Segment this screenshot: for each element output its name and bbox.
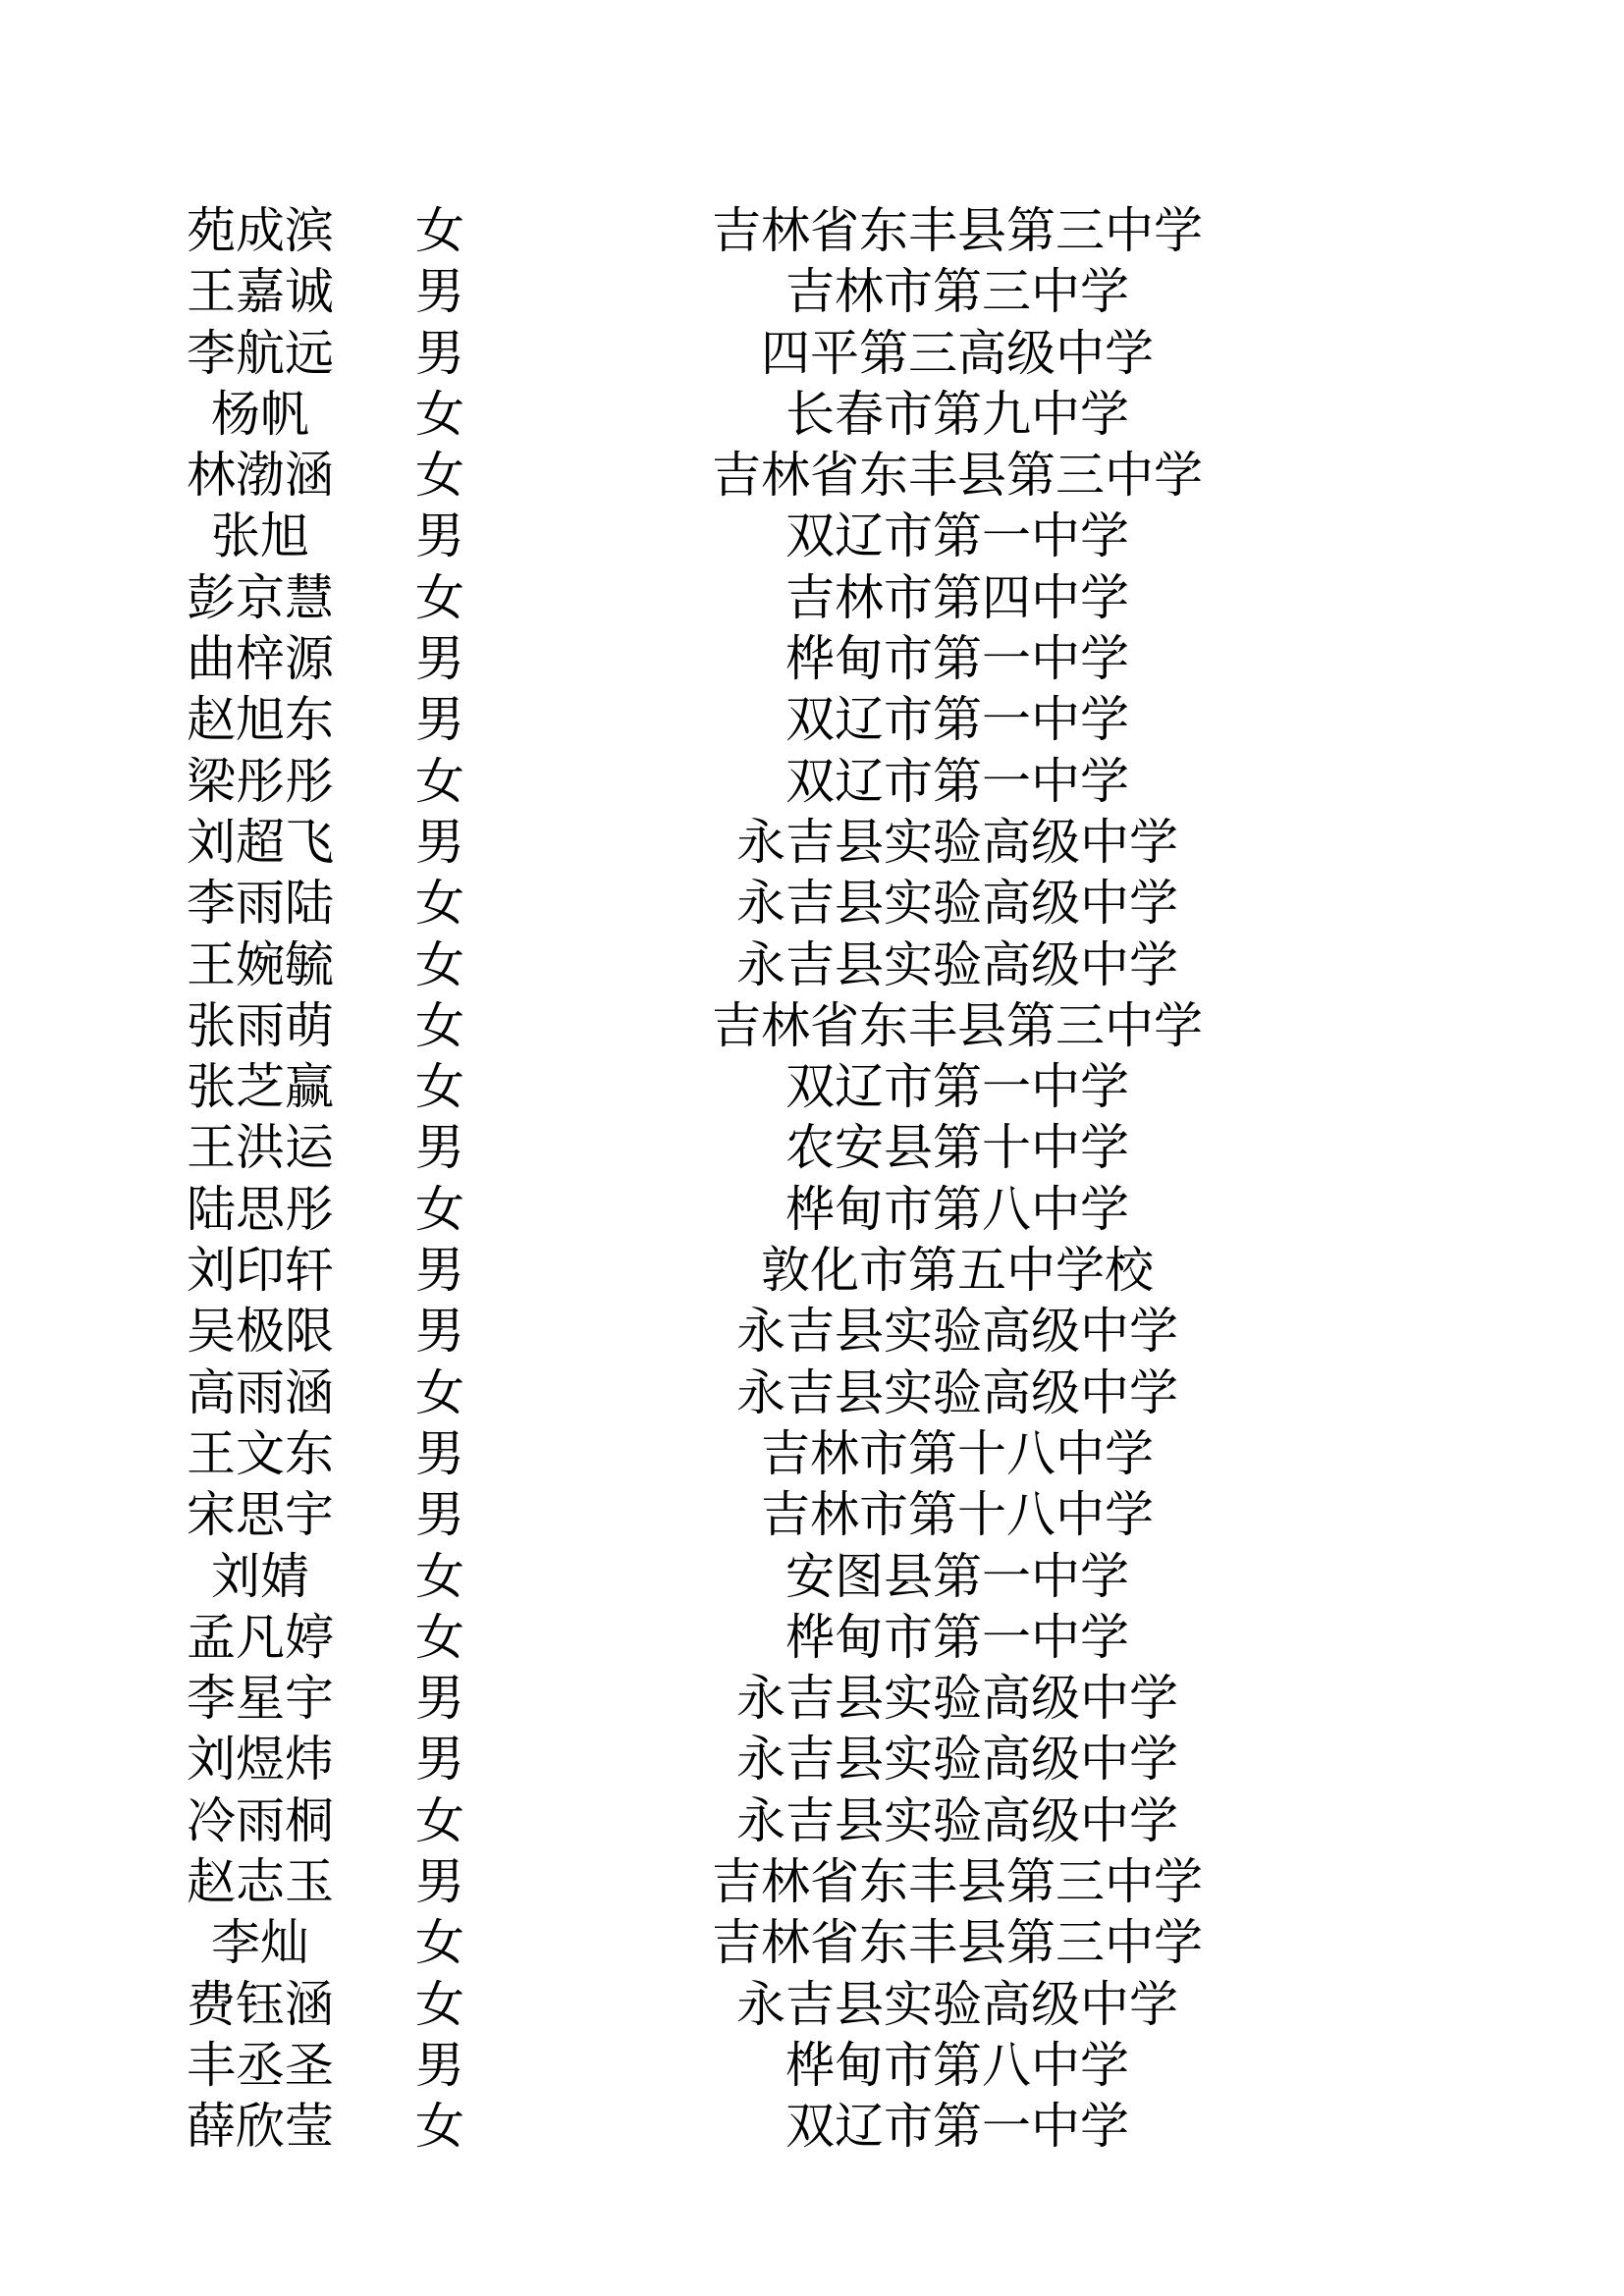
student-school: 吉林市第三中学: [785, 264, 1129, 320]
student-name: 王文东: [187, 1425, 334, 1481]
student-school: 双辽市第一中学: [785, 2099, 1129, 2155]
student-name: 陆思彤: [187, 1181, 334, 1237]
student-name: 曲梓源: [187, 631, 334, 687]
table-row: [0, 1484, 1624, 1545]
table-row: [0, 567, 1624, 628]
student-gender: 女: [415, 1548, 464, 1604]
student-name: 冷雨桐: [187, 1792, 334, 1848]
student-name: 李灿: [211, 1915, 309, 1971]
student-school: 吉林省东丰县第三中学: [712, 1854, 1203, 1910]
student-gender: 男: [415, 1671, 464, 1727]
student-name: 林渤涵: [187, 448, 334, 504]
student-gender: 女: [415, 1792, 464, 1848]
student-name: 刘婧: [211, 1548, 309, 1604]
student-name: 李雨陆: [187, 876, 334, 932]
student-name: 张旭: [211, 508, 309, 564]
student-gender: 男: [415, 1425, 464, 1481]
student-name: 王洪运: [187, 1120, 334, 1176]
student-gender: 男: [415, 1732, 464, 1788]
student-name: 刘超飞: [187, 814, 334, 870]
student-gender: 女: [415, 876, 464, 932]
table-row: [0, 384, 1624, 445]
student-school: 吉林市第十八中学: [761, 1487, 1154, 1543]
table-row: [0, 1301, 1624, 1362]
student-school: 吉林省东丰县第三中学: [712, 448, 1203, 504]
student-school: 农安县第十中学: [785, 1120, 1129, 1176]
table-row: [0, 1546, 1624, 1607]
student-name: 梁彤彤: [187, 753, 334, 809]
student-school: 吉林省东丰县第三中学: [712, 997, 1203, 1053]
student-school: 永吉县实验高级中学: [736, 876, 1178, 932]
table-row: [0, 1240, 1624, 1301]
student-school: 长春市第九中学: [785, 386, 1129, 442]
table-row: [0, 1117, 1624, 1178]
student-name: 李航远: [187, 325, 334, 381]
student-gender: 男: [415, 2037, 464, 2093]
student-gender: 女: [415, 1364, 464, 1420]
student-name: 赵旭东: [187, 692, 334, 748]
table-row: [0, 1607, 1624, 1668]
student-school: 永吉县实验高级中学: [736, 1304, 1178, 1360]
table-row: [0, 1179, 1624, 1240]
table-row: [0, 812, 1624, 873]
student-gender: 男: [415, 1854, 464, 1910]
student-name: 薛欣莹: [187, 2099, 334, 2155]
student-gender: 男: [415, 1487, 464, 1543]
student-name: 费钰涵: [187, 1976, 334, 2032]
student-school: 吉林市第十八中学: [761, 1425, 1154, 1481]
student-school: 桦甸市第一中学: [785, 1609, 1129, 1665]
student-gender: 女: [415, 1059, 464, 1115]
student-name: 宋思宇: [187, 1487, 334, 1543]
student-gender: 男: [415, 631, 464, 687]
student-gender: 男: [415, 692, 464, 748]
student-name: 李星宇: [187, 1671, 334, 1727]
table-row: [0, 2035, 1624, 2096]
student-school: 安图县第一中学: [785, 1548, 1129, 1604]
student-school: 永吉县实验高级中学: [736, 1976, 1178, 2032]
student-school: 永吉县实验高级中学: [736, 1792, 1178, 1848]
student-gender: 男: [415, 508, 464, 564]
student-name: 孟凡婷: [187, 1609, 334, 1665]
student-name: 苑成滨: [187, 203, 334, 258]
student-gender: 女: [415, 569, 464, 625]
student-school: 吉林省东丰县第三中学: [712, 203, 1203, 258]
student-school: 永吉县实验高级中学: [736, 1671, 1178, 1727]
student-school: 桦甸市第一中学: [785, 631, 1129, 687]
table-row: [0, 689, 1624, 750]
table-row: [0, 1668, 1624, 1729]
student-school: 双辽市第一中学: [785, 508, 1129, 564]
table-row: [0, 506, 1624, 566]
student-name: 张雨萌: [187, 997, 334, 1053]
student-gender: 男: [415, 325, 464, 381]
student-name: 王婉毓: [187, 936, 334, 992]
table-row: [0, 323, 1624, 384]
table-row: [0, 628, 1624, 689]
student-name: 吴极限: [187, 1304, 334, 1360]
student-school: 双辽市第一中学: [785, 692, 1129, 748]
student-name: 张芝赢: [187, 1059, 334, 1115]
student-gender: 女: [415, 753, 464, 809]
student-school: 桦甸市第八中学: [785, 2037, 1129, 2093]
student-school: 敦化市第五中学校: [761, 1243, 1154, 1299]
student-gender: 女: [415, 936, 464, 992]
table-row: [0, 995, 1624, 1056]
student-gender: 女: [415, 997, 464, 1053]
student-gender: 女: [415, 386, 464, 442]
student-gender: 女: [415, 1976, 464, 2032]
table-row: [0, 2096, 1624, 2157]
student-school: 永吉县实验高级中学: [736, 814, 1178, 870]
student-gender: 女: [415, 1915, 464, 1971]
table-row: [0, 200, 1624, 261]
student-school: 四平第三高级中学: [761, 325, 1154, 381]
table-row: [0, 1912, 1624, 1973]
student-gender: 女: [415, 203, 464, 258]
student-list: [0, 200, 1624, 2158]
student-school: 双辽市第一中学: [785, 1059, 1129, 1115]
student-gender: 女: [415, 1609, 464, 1665]
student-name: 高雨涵: [187, 1364, 334, 1420]
student-gender: 男: [415, 814, 464, 870]
table-row: [0, 1974, 1624, 2035]
student-gender: 女: [415, 448, 464, 504]
student-school: 永吉县实验高级中学: [736, 936, 1178, 992]
table-row: [0, 873, 1624, 934]
table-row: [0, 1851, 1624, 1912]
student-gender: 男: [415, 1243, 464, 1299]
table-row: [0, 1056, 1624, 1117]
student-gender: 女: [415, 1181, 464, 1237]
table-row: [0, 1423, 1624, 1484]
table-row: [0, 934, 1624, 995]
table-row: [0, 445, 1624, 506]
student-school: 桦甸市第八中学: [785, 1181, 1129, 1237]
student-name: 刘印轩: [187, 1243, 334, 1299]
student-name: 杨帆: [211, 386, 309, 442]
student-school: 吉林省东丰县第三中学: [712, 1915, 1203, 1971]
table-row: [0, 751, 1624, 812]
student-school: 永吉县实验高级中学: [736, 1732, 1178, 1788]
student-school: 双辽市第一中学: [785, 753, 1129, 809]
student-name: 刘煜炜: [187, 1732, 334, 1788]
student-name: 王嘉诚: [187, 264, 334, 320]
table-row: [0, 261, 1624, 322]
student-gender: 男: [415, 1120, 464, 1176]
table-row: [0, 1362, 1624, 1423]
student-school: 永吉县实验高级中学: [736, 1364, 1178, 1420]
student-name: 彭京慧: [187, 569, 334, 625]
student-gender: 男: [415, 264, 464, 320]
student-school: 吉林市第四中学: [785, 569, 1129, 625]
table-row: [0, 1729, 1624, 1789]
student-name: 丰丞圣: [187, 2037, 334, 2093]
student-gender: 女: [415, 2099, 464, 2155]
student-gender: 男: [415, 1304, 464, 1360]
table-row: [0, 1790, 1624, 1851]
student-name: 赵志玉: [187, 1854, 334, 1910]
